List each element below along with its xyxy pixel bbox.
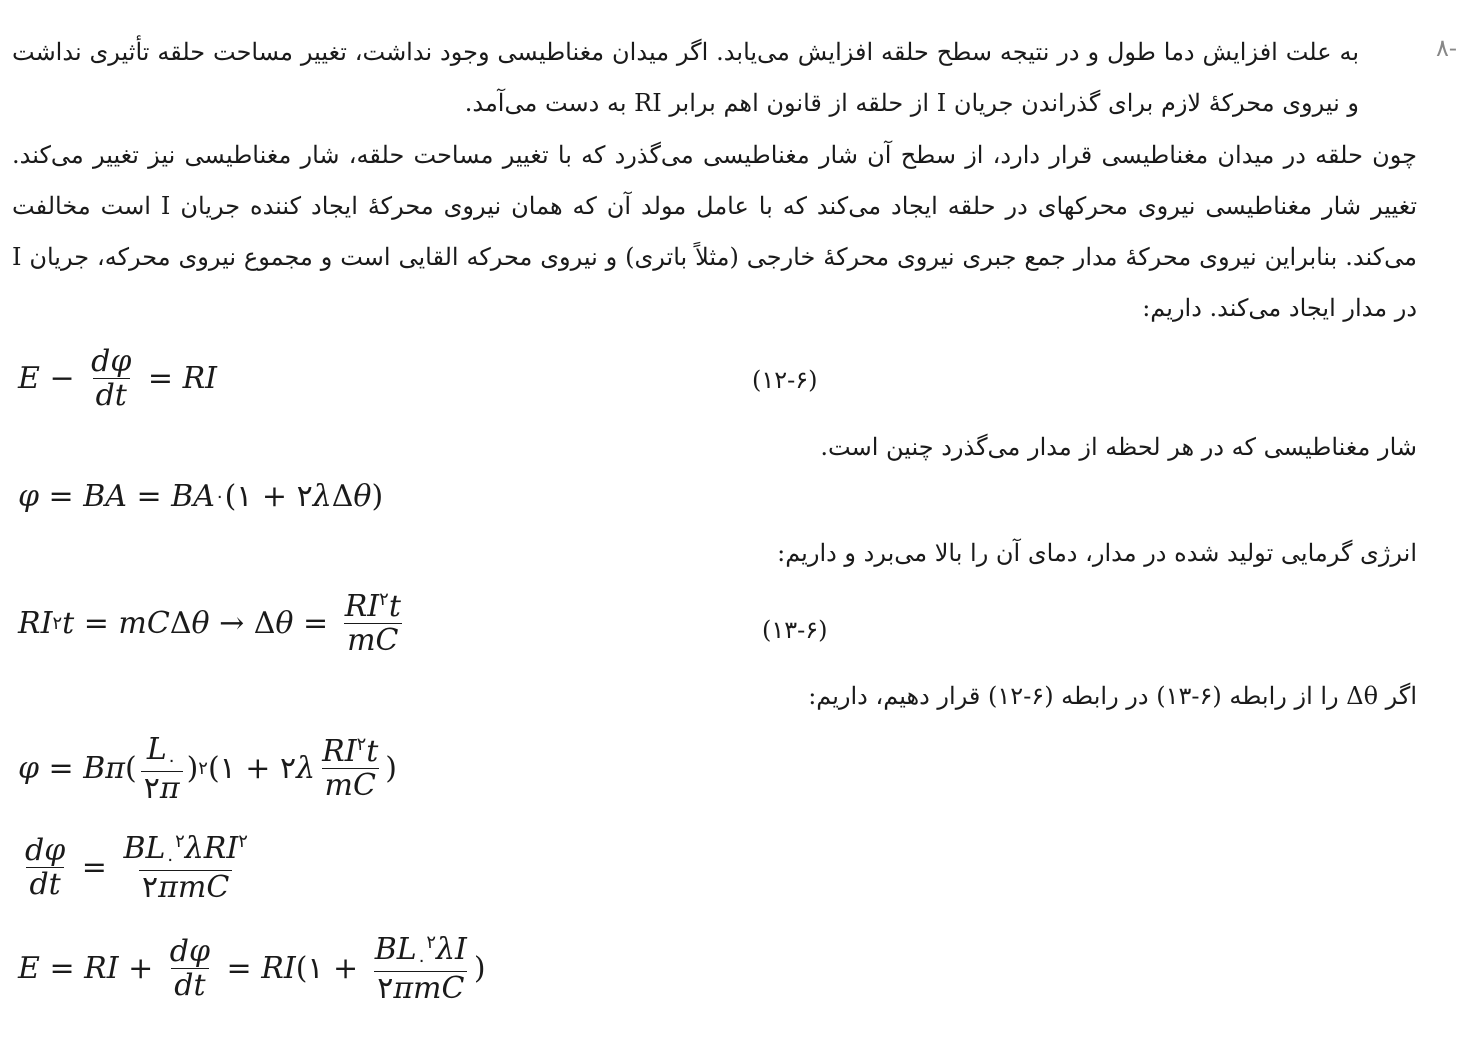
text-substitute: اگر Δθ را از رابطه (۶-۱۳) در رابطه (۶-۱۲) قرار دهیم، داریم:	[808, 682, 1417, 710]
paragraph-explanation: چون حلقه در میدان مغناطیسی قرار دارد، از سطح آن شار مغناطیسی می‌گذرد که با تغییر مساحت حلقه، شار مغناطیسی نیز تغییر می‌کند. تغییر شار مغناطیسی نیروی محرکهای در حلقه ایجاد می‌کند که با عامل مولد آن که همان نیروی محرکهٔ ایجاد کننده جریان I است مخالفت می‌کند. بنابراین نیروی محرکهٔ مدار جمع جبری نیروی محرکهٔ خارجی (مثلاً باتری) و نیروی محرکه القایی است و مجموع نیروی محرکه، جریان I در مدار ایجاد می‌کند. داریم:	[12, 141, 1417, 322]
equation-emf: E − $\frac{d\varphi}{dt}$ = RI	[18, 344, 218, 413]
text-flux: شار مغناطیسی که در هر لحظه از مدار می‌گذرد چنین است.	[820, 433, 1417, 461]
question-number: -۸	[1436, 34, 1457, 62]
equation-emf-final: E = RI + $\frac{d\varphi}{dt}$ = RI (۱ + $\frac{BL_۰^۲\lambda I}{\text{۲πmC}}$ )	[18, 932, 486, 1006]
paragraph-intro: به علت افزایش دما طول و در نتیجه سطح حلقه افزایش می‌یابد. اگر میدان مغناطیسی وجود نداشت، تغییر مساحت حلقه تأثیری نداشت و نیروی محرکهٔ لازم برای گذراندن جریان I از حلقه از قانون اهم برابر RI به دست می‌آمد.	[12, 38, 1359, 117]
text-heat: انرژی گرمایی تولید شده در مدار، دمای آن را بالا می‌برد و داریم:	[777, 539, 1417, 567]
equation-flux: φ = BA = BA ۰ (۱ + ۲ λ Δ θ )	[18, 479, 384, 514]
equation-heat: RI ۲ t = mC Δ θ → Δ θ = $\frac{RI^۲t}{mC}$	[18, 589, 401, 658]
equation-number-13-6: (۱۳-۶)	[762, 616, 828, 644]
equation-flux-derivative: $\frac{d\varphi}{dt}$ = $\frac{BL_۰^۲\lambda RI^۲}{\text{۲πmC}}$	[25, 831, 248, 905]
equation-flux-expanded: φ = Bπ ( $\frac{L_۰}{۲\pi}$ ) ۲ (۱ + ۲ λ $\frac{RI^۲t}{mC}$ )	[18, 732, 398, 806]
equation-number-12-6: (۱۲-۶)	[752, 366, 818, 394]
